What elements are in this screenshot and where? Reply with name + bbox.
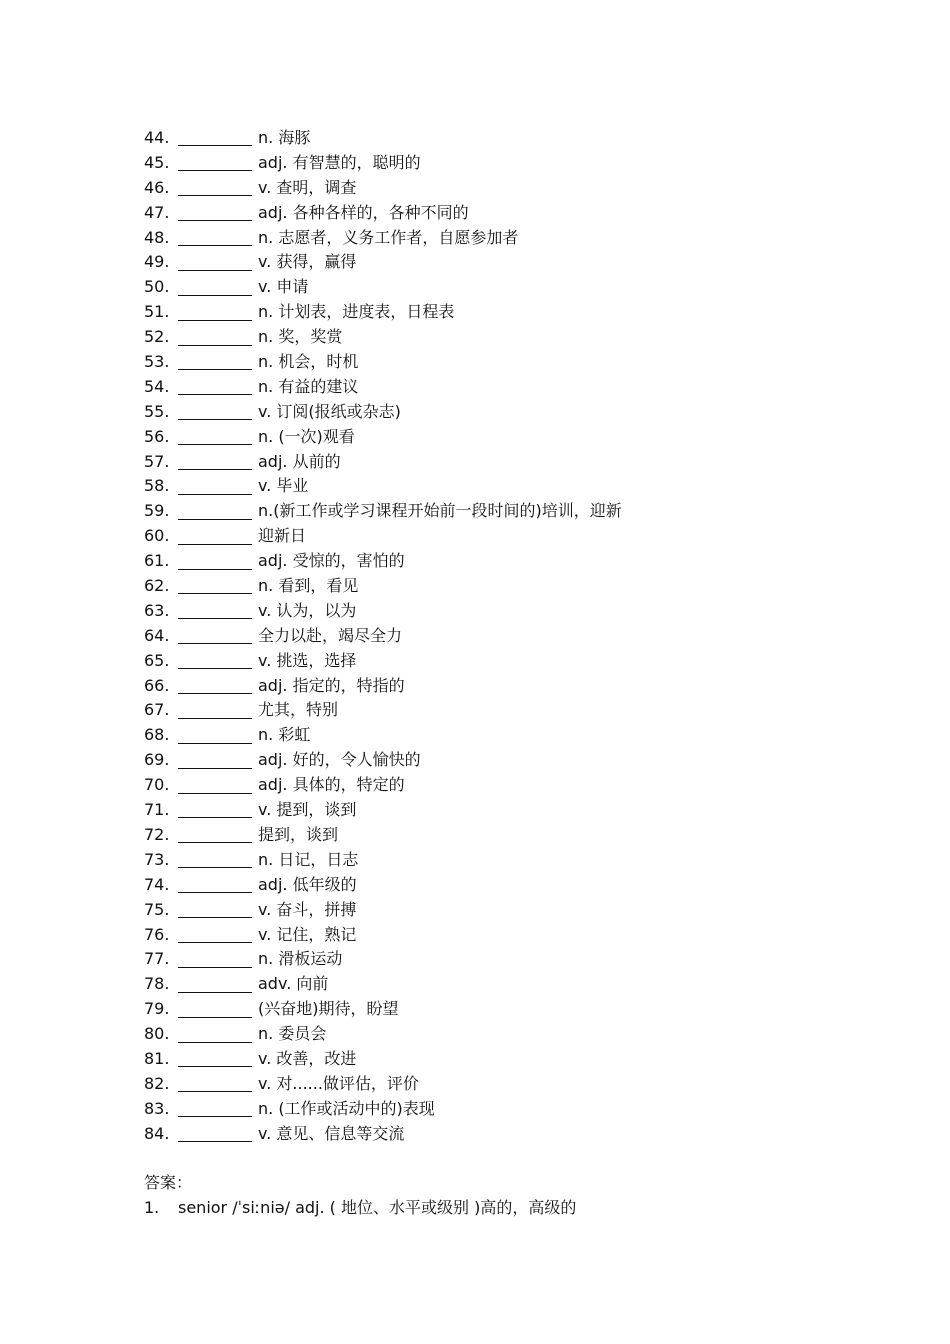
answer-blank: [178, 344, 252, 346]
item-number: 70.: [144, 775, 170, 795]
answer-blank: [178, 543, 252, 545]
answer-blank: [178, 742, 252, 744]
vocab-item: [144, 674, 622, 699]
vocab-item: [144, 400, 622, 425]
answer-blank: [178, 493, 252, 495]
item-meaning: 迎新日: [258, 526, 307, 546]
item-number: 69.: [144, 750, 170, 770]
item-number: 68.: [144, 725, 170, 745]
item-number: 48.: [144, 227, 170, 247]
item-meaning: 全力以赴，竭尽全力: [258, 625, 403, 645]
item-number: 76.: [144, 924, 170, 944]
answer-blank: [178, 368, 252, 370]
vocab-item: [144, 126, 622, 151]
item-number: 45.: [144, 152, 170, 172]
answer-blank: [178, 518, 252, 520]
vocab-item: [144, 375, 622, 400]
vocab-item: [144, 499, 622, 524]
item-meaning: n. 海豚: [258, 128, 311, 147]
vocab-item: [144, 1072, 622, 1097]
answer-blank: [178, 991, 252, 993]
answer-blank: [178, 169, 252, 171]
vocab-item: [144, 848, 622, 873]
vocab-item: [144, 1047, 622, 1072]
item-number: 75.: [144, 899, 170, 919]
item-number: 82.: [144, 1073, 170, 1093]
vocab-item: [144, 524, 622, 549]
item-number: 59.: [144, 501, 170, 521]
item-meaning: v. 认为，以为: [258, 600, 357, 620]
vocab-item: [144, 923, 622, 948]
item-meaning: v. 挑选，选择: [258, 650, 357, 670]
item-number: 64.: [144, 625, 170, 645]
answer-blank: [178, 592, 252, 594]
answer-blank: [178, 1115, 252, 1117]
item-meaning: n. 志愿者，义务工作者，自愿参加者: [258, 227, 519, 247]
vocab-item: [144, 823, 622, 848]
item-number: 57.: [144, 451, 170, 471]
answer-number: 1.: [144, 1198, 160, 1217]
item-number: 65.: [144, 650, 170, 670]
answer-blank: [178, 792, 252, 794]
answer-blank: [178, 219, 252, 221]
item-meaning: v. 查明，调查: [258, 177, 357, 197]
vocab-item: [144, 898, 622, 923]
answer-blank: [178, 294, 252, 296]
item-meaning: adj. 具体的，特定的: [258, 775, 405, 795]
item-meaning: n. 机会，时机: [258, 352, 359, 372]
item-number: 66.: [144, 675, 170, 695]
item-number: 73.: [144, 849, 170, 869]
vocabulary-list: [144, 126, 622, 1147]
vocab-item: [144, 698, 622, 723]
answer-blank: [178, 568, 252, 570]
vocab-item: [144, 599, 622, 624]
answer-blank: [178, 692, 252, 694]
vocab-item: [144, 1097, 622, 1122]
vocab-item: [144, 300, 622, 325]
item-number: 67.: [144, 700, 170, 720]
item-number: 78.: [144, 974, 170, 994]
vocab-item: [144, 773, 622, 798]
item-meaning: n. 滑板运动: [258, 949, 343, 969]
vocab-item: [144, 549, 622, 574]
answers-section: [144, 1170, 576, 1220]
item-meaning: n. 委员会: [258, 1024, 327, 1044]
item-meaning: v. 意见、信息等交流: [258, 1123, 405, 1143]
item-number: 51.: [144, 302, 170, 322]
answer-blank: [178, 717, 252, 719]
item-number: 61.: [144, 551, 170, 571]
vocab-item: [144, 624, 622, 649]
answer-blank: [178, 269, 252, 271]
vocab-item: [144, 873, 622, 898]
item-number: 63.: [144, 600, 170, 620]
item-meaning: (兴奋地)期待，盼望: [258, 999, 399, 1019]
answer-blank: [178, 667, 252, 669]
item-number: 84.: [144, 1123, 170, 1143]
answer-blank: [178, 244, 252, 246]
item-meaning: v. 订阅(报纸或杂志): [258, 401, 401, 421]
item-meaning: adj. 好的，令人愉快的: [258, 750, 421, 770]
item-number: 50.: [144, 277, 170, 297]
item-number: 80.: [144, 1024, 170, 1044]
item-meaning: v. 改善，改进: [258, 1048, 357, 1068]
item-meaning: v. 申请: [258, 277, 309, 297]
item-number: 56.: [144, 426, 170, 446]
vocab-item: [144, 972, 622, 997]
vocab-item: [144, 226, 622, 251]
answer-item: [144, 1195, 576, 1220]
item-meaning: n. 看到，看见: [258, 576, 359, 596]
item-meaning: n. (工作或活动中的)表现: [258, 1098, 435, 1118]
item-meaning: adj. 各种各样的，各种不同的: [258, 202, 469, 222]
answer-blank: [178, 1041, 252, 1043]
answer-blank: [178, 194, 252, 196]
item-number: 44.: [144, 128, 170, 147]
item-number: 74.: [144, 874, 170, 894]
item-meaning: n. 奖，奖赏: [258, 327, 343, 347]
item-meaning: 尤其，特别: [258, 700, 339, 720]
item-number: 47.: [144, 202, 170, 222]
item-meaning: 提到，谈到: [258, 824, 339, 844]
item-meaning: v. 奋斗，拼搏: [258, 899, 357, 919]
vocab-item: [144, 350, 622, 375]
answer-blank: [178, 443, 252, 445]
item-number: 60.: [144, 526, 170, 546]
item-meaning: adj. 受惊的，害怕的: [258, 551, 405, 571]
item-meaning: v. 对......做评估，评价: [258, 1073, 419, 1093]
vocab-item: [144, 574, 622, 599]
item-number: 49.: [144, 252, 170, 272]
item-number: 79.: [144, 999, 170, 1019]
answer-blank: [178, 319, 252, 321]
item-number: 62.: [144, 576, 170, 596]
item-meaning: n. 日记，日志: [258, 849, 359, 869]
answer-blank: [178, 418, 252, 420]
answer-blank: [178, 866, 252, 868]
item-meaning: adj. 指定的，特指的: [258, 675, 405, 695]
item-meaning: n. 彩虹: [258, 725, 311, 745]
item-number: 54.: [144, 376, 170, 396]
vocab-item: [144, 723, 622, 748]
item-number: 53.: [144, 352, 170, 372]
answer-blank: [178, 642, 252, 644]
answer-blank: [178, 1016, 252, 1018]
item-number: 77.: [144, 949, 170, 969]
answer-blank: [178, 393, 252, 395]
answer-blank: [178, 617, 252, 619]
answer-blank: [178, 1065, 252, 1067]
vocab-item: [144, 474, 622, 499]
item-meaning: n. 计划表，进度表，日程表: [258, 302, 455, 322]
item-meaning: n. 有益的建议: [258, 376, 359, 396]
item-number: 58.: [144, 476, 170, 496]
item-meaning: v. 提到，谈到: [258, 800, 357, 820]
vocab-item: [144, 649, 622, 674]
answer-blank: [178, 916, 252, 918]
vocab-item: [144, 275, 622, 300]
vocab-item: [144, 250, 622, 275]
item-meaning: n. (一次)观看: [258, 426, 355, 446]
answer-blank: [178, 816, 252, 818]
vocab-item: [144, 201, 622, 226]
answers-heading: 答案：: [144, 1173, 193, 1192]
vocab-item: [144, 176, 622, 201]
answer-list: [144, 1195, 576, 1220]
vocab-item: [144, 425, 622, 450]
answer-blank: [178, 891, 252, 893]
item-meaning: v. 毕业: [258, 476, 309, 496]
answer-blank: [178, 1090, 252, 1092]
answer-blank: [178, 1140, 252, 1142]
item-meaning: v. 获得，赢得: [258, 252, 357, 272]
item-number: 83.: [144, 1098, 170, 1118]
vocab-item: [144, 798, 622, 823]
item-number: 55.: [144, 401, 170, 421]
item-number: 81.: [144, 1048, 170, 1068]
vocab-item: [144, 325, 622, 350]
item-number: 71.: [144, 800, 170, 820]
answer-blank: [178, 941, 252, 943]
vocab-item: [144, 748, 622, 773]
item-meaning: adj. 有智慧的，聪明的: [258, 152, 421, 172]
item-meaning: adj. 低年级的: [258, 874, 357, 894]
answer-blank: [178, 468, 252, 470]
item-meaning: v. 记住，熟记: [258, 924, 357, 944]
answer-blank: [178, 966, 252, 968]
answer-blank: [178, 767, 252, 769]
item-number: 46.: [144, 177, 170, 197]
answer-text: senior /ˈsiːniə/ adj. ( 地位、水平或级别 )高的，高级的: [178, 1198, 577, 1217]
vocab-item: [144, 947, 622, 972]
item-meaning: n.(新工作或学习课程开始前一段时间的)培训，迎新: [258, 501, 622, 521]
item-number: 52.: [144, 327, 170, 347]
vocab-item: [144, 151, 622, 176]
answer-blank: [178, 841, 252, 843]
answer-blank: [178, 144, 252, 146]
vocab-item: [144, 1122, 622, 1147]
vocab-item: [144, 450, 622, 475]
item-meaning: adv. 向前: [258, 974, 329, 994]
vocab-item: [144, 997, 622, 1022]
item-number: 72.: [144, 824, 170, 844]
item-meaning: adj. 从前的: [258, 451, 341, 471]
vocab-item: [144, 1022, 622, 1047]
